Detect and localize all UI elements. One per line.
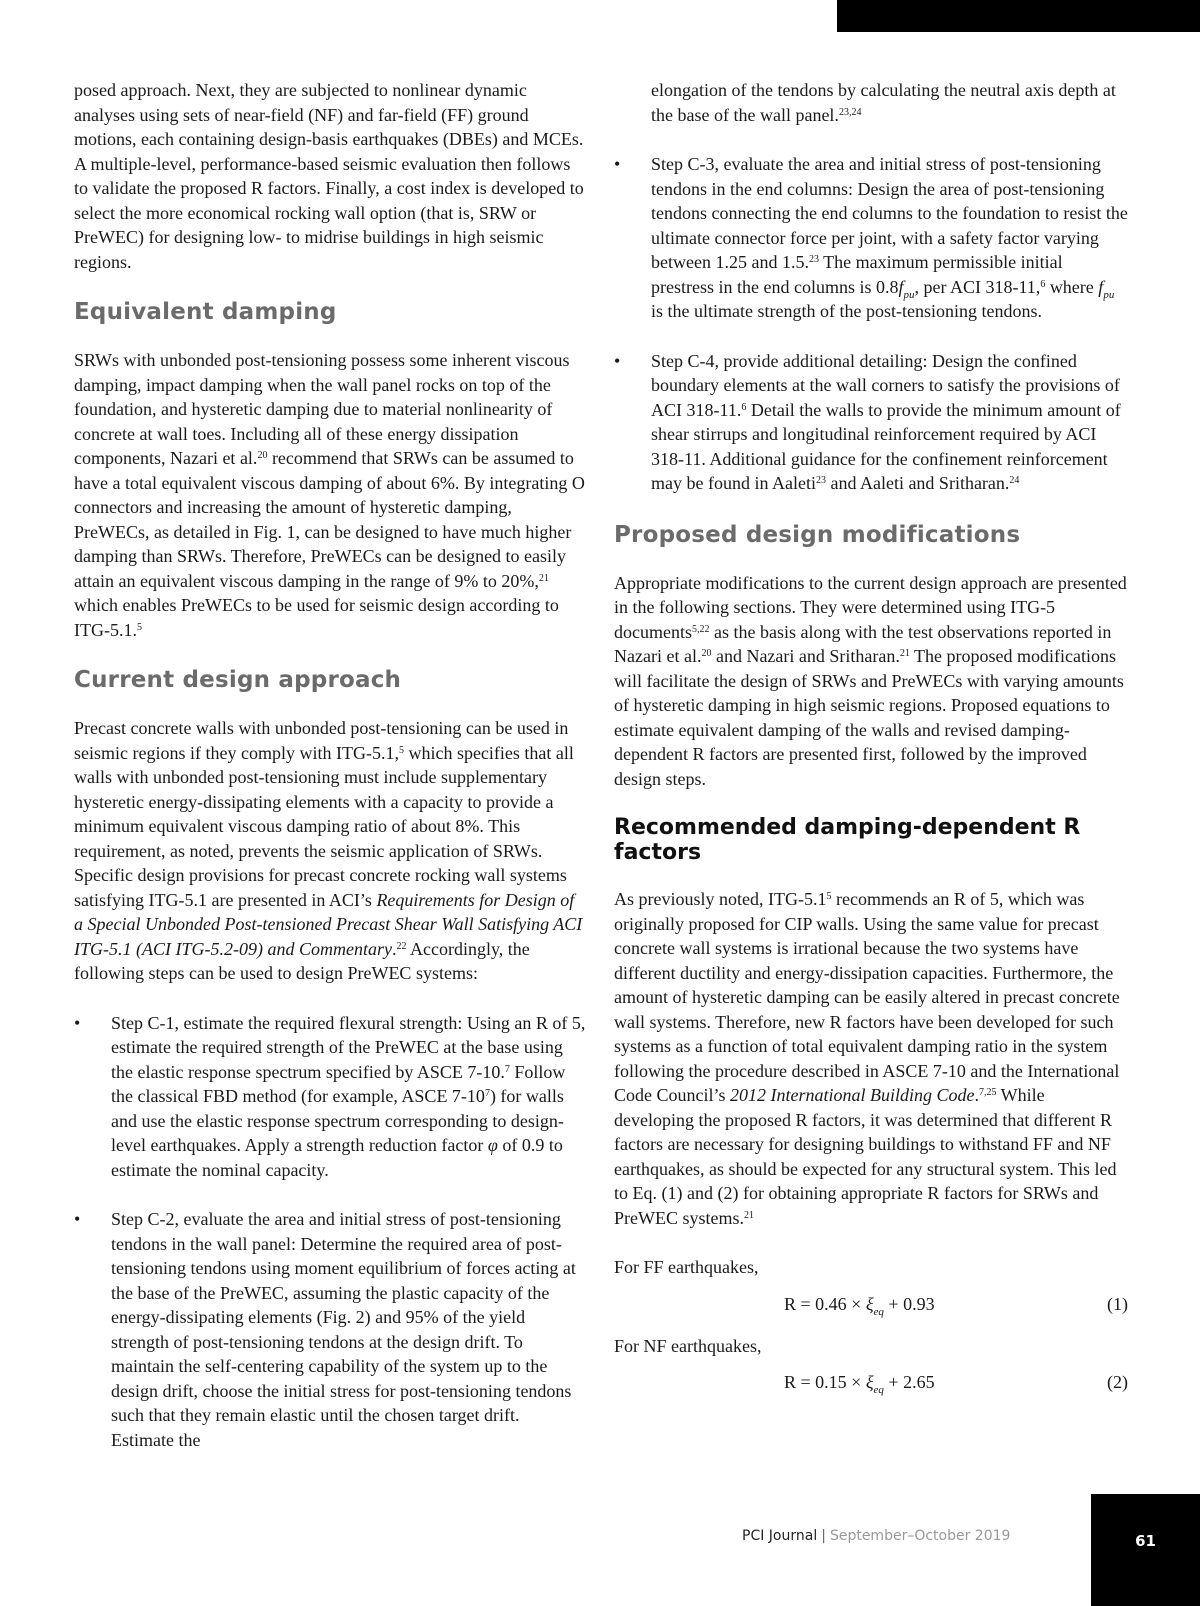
- equivalent-damping-paragraph: SRWs with unbonded post-tensioning possess some inherent viscous damping, impact damping when the wall panel rocks on top of the foundation, and hysteretic damping due to material nonlinearity of concrete at wall toes. Including all of these energy dissipation components, Nazari et al.$^{20}$ recommend that SRWs can be assumed to have a total equivalent viscous damping of about 6%. By integrating O connectors and increasing the amount of hysteretic damping, PreWECs, as detailed in Fig. 1, can be designed to have much higher damping than SRWs. Therefore, PreWECs can be designed to easily attain an equivalent viscous damping in the range of 9% to 20%,$^{21}$ which enables PreWECs to be used for seismic design according to ITG-5.1.$^5$: [74, 350, 585, 640]
- page-number-box: [1091, 1494, 1200, 1606]
- bullet: •: [74, 1209, 81, 1229]
- step-c4: • Step C-4, provide additional detailing: Design the confined boundary elements at the wall corners to satisfy the provisions of ACI 318-11.$^6$ Detail the walls to provide the minimum amount of shear stirrups and longitudinal reinforcement required by ACI 318-11. Additional guidance for the confinement reinforcement may be found in Aaleti$^{23}$ and Aaleti and Sritharan.$^{24}$: [614, 350, 1121, 493]
- heading-equivalent-damping: Equivalent damping: [74, 299, 337, 325]
- bullet: •: [74, 1012, 81, 1033]
- journal-name: PCI Journal: [742, 1528, 818, 1544]
- step-c2: • Step C-2, evaluate the area and initial stress of post-tensioning tendons in the wall panel: Determine the required area of post-tensioning tendons using moment equilibrium of forces acting at the base of the PreWEC, assuming the plastic capacity of the energy-dissipating elements (Fig. 2) and 95% of the yield strength of post-tensioning tendons at the design drift. To maintain the self-centering capability of the system up to the design drift, choose the initial stress for post-tensioning tendons such that they remain elastic until the chosen target drift. Estimate the: [74, 1209, 576, 1450]
- equation-1-expression: $R = 0.46 \times \xi_{eq} + 0.93$: [784, 1293, 935, 1318]
- step-c3: • Step C-3, evaluate the area and initial stress of post-tensioning tendons in the end columns: Design the area of post-tensioning tendons connecting the end columns to the foundation to resist the ultimate connector force per joint, with a safety factor varying between 1.25 and 1.5.23 The maximum permissible initial prestress in the end columns is $0.8f_{pu}$, per ACI 318-11,$^6$ where $f_{pu}$ is the ultimate strength of the post-tensioning tendons.: [614, 154, 1128, 321]
- issue-date: September–October 2019: [829, 1528, 1011, 1544]
- proposed-modifications-paragraph: Appropriate modifications to the current design approach are presented in the following sections. They were determined using ITG-5 documents$^{5,22}$ as the basis along with the test observations reported in Nazari et al.$^{20}$ and Nazari and Sritharan.$^{21}$ The proposed modifications will facilitate the design of SRWs and PreWECs with varying amounts of hysteretic damping in high seismic regions. Proposed equations to estimate equivalent damping of the walls and revised damping-dependent R factors are presented first, followed by the improved design steps.: [614, 572, 1127, 789]
- equation-2-expression: $R = 0.15 \times \xi_{eq} + 2.65$: [784, 1372, 935, 1396]
- equation-1: [614, 1280, 1128, 1330]
- heading-current-design-approach: Current design approach: [74, 667, 402, 693]
- design-steps-list: [74, 1011, 586, 1453]
- bullet: •: [614, 154, 621, 174]
- right-column: [614, 78, 1128, 1408]
- intro-paragraph: posed approach. Next, they are subjected to nonlinear dynamic analyses using sets of near-field (NF) and far-field (FF) ground motions, each containing design-basis earthquakes (DBEs) and MCEs. A multiple-level, performance-based seismic evaluation then follows to validate the proposed R factors. Finally, a cost index is developed to select the more economical rocking wall option (that is, SRW or PreWEC) for designing low- to midrise buildings in high seismic regions.: [74, 80, 584, 272]
- design-steps-list-continued: [614, 152, 1128, 496]
- top-black-bar: [837, 0, 1200, 32]
- nf-label: For NF earthquakes,: [614, 1335, 762, 1356]
- equation-1-number: (1): [1107, 1293, 1128, 1314]
- page-number: 61: [1135, 1532, 1156, 1550]
- equation-2-number: (2): [1107, 1372, 1128, 1392]
- ff-label: For FF earthquakes,: [614, 1257, 759, 1277]
- bullet: •: [614, 350, 621, 371]
- step-c2-continued: elongation of the tendons by calculating the neutral axis depth at the base of the wall panel.$^{23,24}$: [651, 80, 1116, 125]
- step-c1: • Step C-1, estimate the required flexural strength: Using an R of 5, estimate the required strength of the PreWEC at the base using the elastic response spectrum specified by ASCE 7-10.$^7$ Follow the classical FBD method (for example, ASCE $7-10^7$) for walls and use the elastic response spectrum corresponding to design-level earthquakes. Apply a strength reduction factor φ of 0.9 to estimate the nominal capacity.: [74, 1012, 586, 1180]
- heading-recommended-r-factors: Recommended damping-dependent R factors: [614, 815, 1081, 865]
- current-design-paragraph: Precast concrete walls with unbonded post-tensioning can be used in seismic regions if they comply with ITG-5.1,$^5$ which specifies that all walls with unbonded post-tensioning must include supplementary hysteretic energy-dissipating elements with a capacity to provide a minimum equivalent viscous damping ratio of about 8%. This requirement, as noted, prevents the seismic application of SRWs. Specific design provisions for precast concrete rocking wall systems satisfying ITG-5.1 are presented in ACI’s Requirements for Design of a Special Unbonded Post-tensioned Precast Shear Wall Satisfying ACI ITG-5.1 (ACI ITG-5.2-09) and Commentary.$^{22}$ Accordingly, the following steps can be used to design PreWEC systems:: [74, 718, 583, 983]
- left-column: [74, 78, 586, 1477]
- footer-separator: |: [821, 1528, 826, 1544]
- recommended-r-factors-paragraph: As previously noted, ITG-$5.1^5$ recommends an R of 5, which was originally proposed for CIP walls. Using the same value for precast concrete wall systems is irrational because the two systems have different ductility and energy-dissipation capacities. Furthermore, the amount of hysteretic damping can be easily altered in precast concrete wall systems. Therefore, new R factors have been developed for such systems as a function of total equivalent damping ratio in the system following the procedure described in ASCE 7-10 and the International Code Council’s 2012 International Building Code.$^{7,25}$ While developing the proposed R factors, it was determined that different R factors are necessary for designing buildings to withstand FF and NF earthquakes, as should be expected for any structural system. This led to Eq. (1) and (2) for obtaining appropriate R factors for SRWs and PreWEC systems.$^{21}$: [614, 889, 1120, 1228]
- heading-proposed-design-modifications: Proposed design modifications: [614, 521, 1021, 548]
- equation-2: [614, 1358, 1128, 1408]
- footer: [742, 1528, 1010, 1544]
